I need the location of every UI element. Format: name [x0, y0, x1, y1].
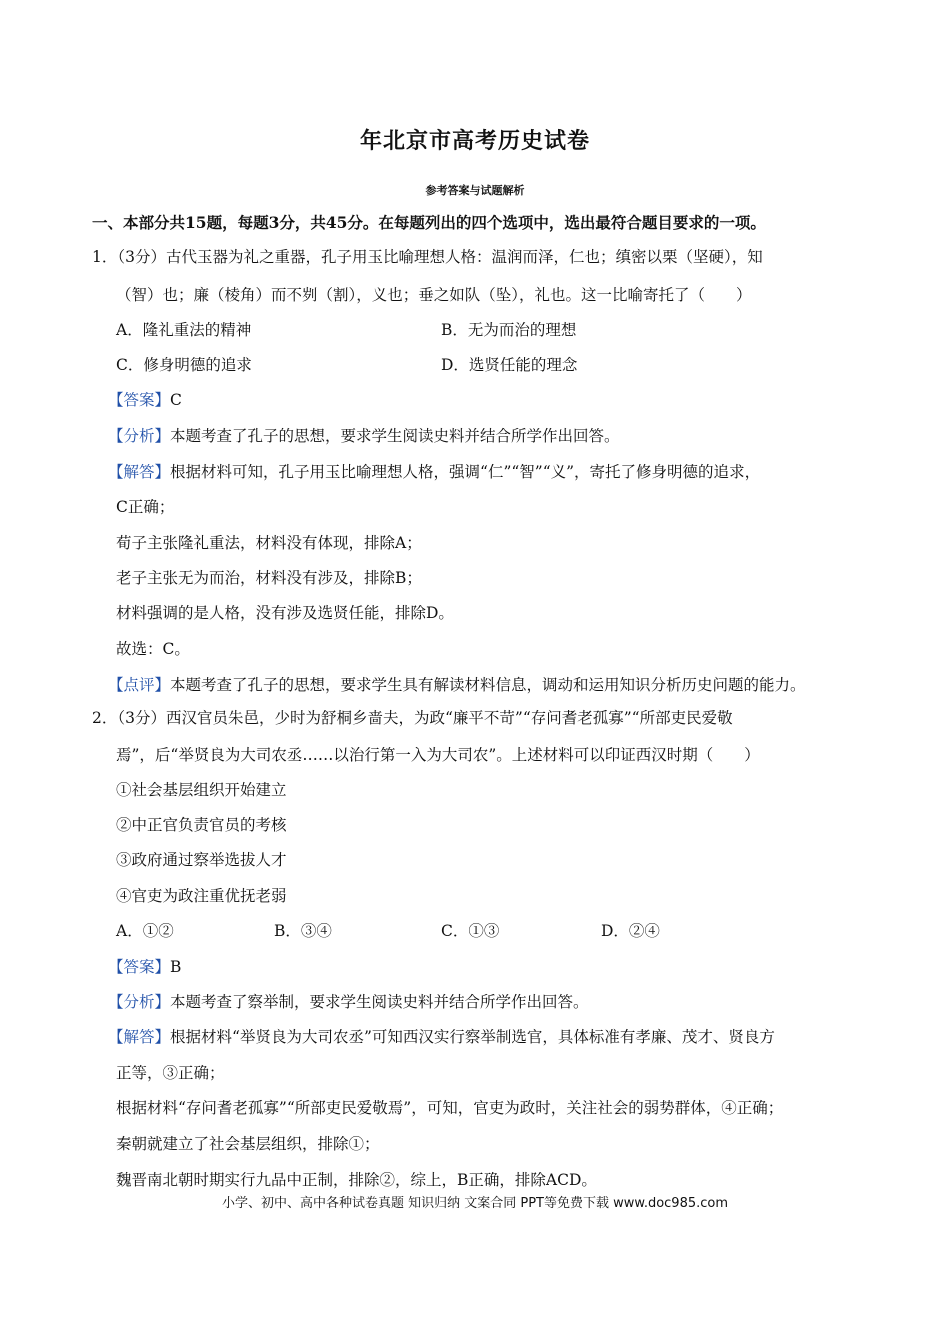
- comment-text: 本题考查了孔子的思想，要求学生具有解读材料信息，调动和运用知识分析历史问题的能力。: [170, 676, 806, 694]
- q2-stem-line2: 焉”，后“举贤良为大司农丞……以治行第一入为大司农”。上述材料可以印证西汉时期（ ）: [116, 746, 760, 764]
- answer-value: C: [170, 391, 182, 409]
- analysis-text: 本题考查了孔子的思想，要求学生阅读史料并结合所学作出回答。: [170, 427, 620, 445]
- q1-solution-line2: C正确；: [116, 498, 175, 516]
- q2-solution-line5: 魏晋南北朝时期实行九品中正制，排除②，综上，B正确，排除ACD。: [116, 1171, 597, 1189]
- q2-solution-line3: 根据材料“存问耆老孤寡”“所部吏民爱敬焉”，可知，官吏为政时，关注社会的弱势群体，④正确；: [116, 1099, 784, 1117]
- answer-value: B: [170, 958, 182, 976]
- q2-solution-line2: 正等，③正确；: [116, 1064, 225, 1082]
- comment-tag: 【点评】: [108, 676, 171, 694]
- q1-analysis: [108, 426, 620, 446]
- q2-analysis: [108, 992, 589, 1012]
- q1-solution-line3: 荀子主张隆礼重法，材料没有体现，排除A；: [116, 534, 422, 552]
- q2-item-3: ③政府通过察举选拔人才: [116, 851, 287, 869]
- q1-solution-line4: 老子主张无为而治，材料没有涉及，排除B；: [116, 569, 422, 587]
- q2-option-d: D．②④: [601, 922, 660, 940]
- q2-item-2: ②中正官负责官员的考核: [116, 816, 287, 834]
- solution-text: 根据材料“举贤良为大司农丞”可知西汉实行察举制选官，具体标准有孝廉、茂才、贤良方: [170, 1028, 775, 1046]
- solution-text: 根据材料可知，孔子用玉比喻理想人格，强调“仁”“智”“义”，寄托了修身明德的追求，: [170, 463, 761, 481]
- q1-stem-line2: （智）也；廉（棱角）而不刿（割），义也；垂之如队（坠），礼也。这一比喻寄托了（ ）: [116, 286, 752, 304]
- analysis-tag: 【分析】: [108, 993, 171, 1011]
- q1-answer: [108, 390, 182, 410]
- q2-option-c: C．①③: [441, 922, 500, 940]
- answer-tag: 【答案】: [108, 391, 171, 409]
- page-footer: 小学、初中、高中各种试卷真题 知识归纳 文案合同 PPT等免费下载 www.doc985.com: [221, 1196, 729, 1211]
- q1-option-c: C．修身明德的追求: [116, 356, 252, 374]
- q1-solution-line5: 材料强调的是人格，没有涉及选贤任能，排除D。: [116, 604, 454, 622]
- analysis-text: 本题考查了察举制，要求学生阅读史料并结合所学作出回答。: [170, 993, 589, 1011]
- solution-tag: 【解答】: [108, 1028, 171, 1046]
- q2-answer: [108, 957, 181, 977]
- q2-solution-line4: 秦朝就建立了社会基层组织，排除①；: [116, 1135, 380, 1153]
- page-title: 年北京市高考历史试卷: [359, 128, 590, 154]
- q1-solution-line6: 故选：C。: [116, 640, 190, 658]
- q1-option-d: D．选贤任能的理念: [441, 356, 578, 374]
- section-heading: 一、本部分共15题，每题3分，共45分。在每题列出的四个选项中，选出最符合题目要求的一项。: [92, 213, 766, 232]
- q1-comment: [108, 675, 806, 695]
- q1-solution-line1: [108, 462, 760, 482]
- page-subtitle: 参考答案与试题解析: [425, 184, 525, 197]
- q2-item-1: ①社会基层组织开始建立: [116, 781, 287, 799]
- q1-option-b: B．无为而治的理想: [441, 321, 577, 339]
- q1-option-a: A．隆礼重法的精神: [116, 321, 252, 339]
- answer-tag: 【答案】: [108, 958, 171, 976]
- q2-stem-line1: 2．（3分）西汉官员朱邑，少时为舒桐乡啬夫，为政“廉平不苛”“存问耆老孤寡”“所部吏民爱敬: [92, 709, 733, 727]
- solution-tag: 【解答】: [108, 463, 171, 481]
- q2-item-4: ④官吏为政注重优抚老弱: [116, 887, 287, 905]
- analysis-tag: 【分析】: [108, 427, 171, 445]
- q2-solution-line1: [108, 1027, 775, 1047]
- q2-option-b: B．③④: [274, 922, 332, 940]
- q1-stem-line1: 1．（3分）古代玉器为礼之重器，孔子用玉比喻理想人格：温润而泽，仁也；缜密以栗（坚硬），知: [92, 248, 763, 266]
- q2-option-a: A．①②: [116, 922, 174, 940]
